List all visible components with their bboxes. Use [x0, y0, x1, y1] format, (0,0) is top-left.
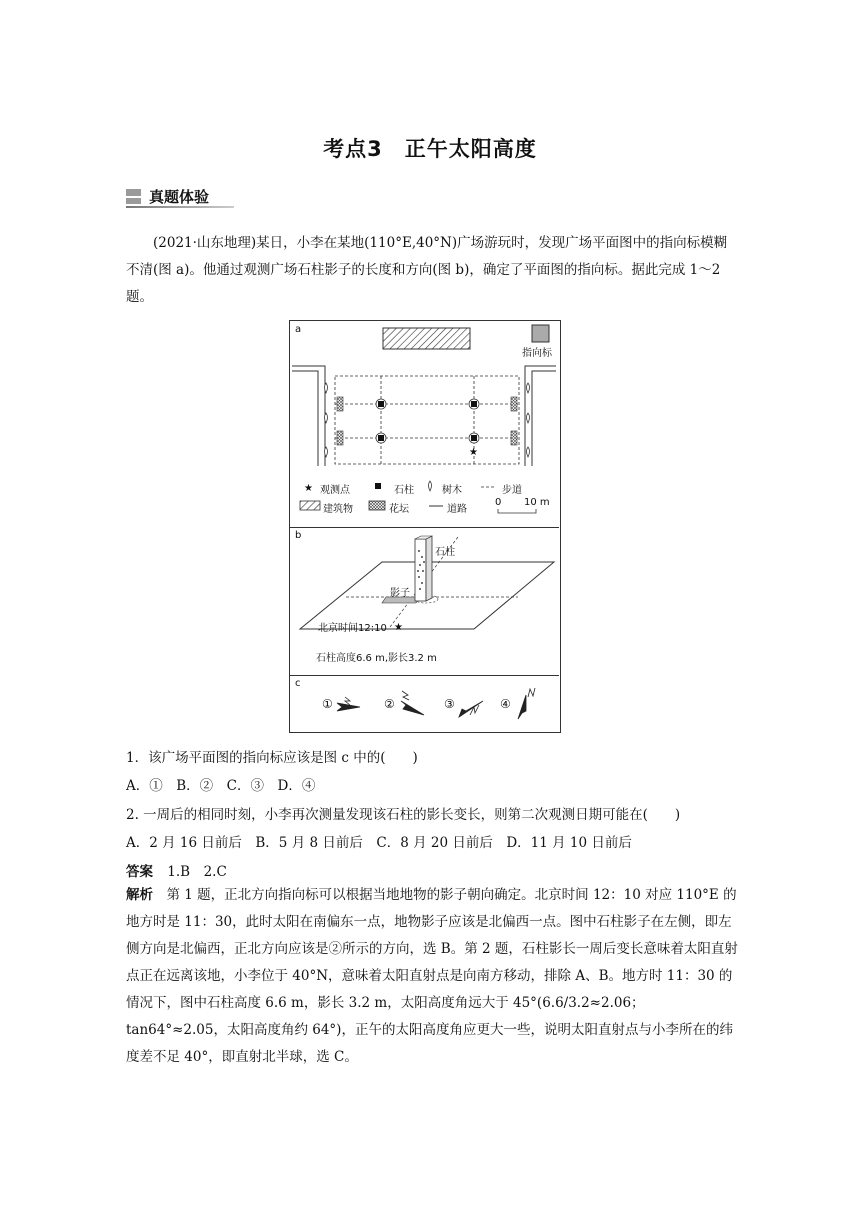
compass-box — [532, 325, 549, 342]
intro-paragraph: (2021·山东地理)某日，小李在某地(110°E,40°N)广场游玩时，发现广场平面图中的指向标模糊不清(图 a)。他通过观测广场石柱影子的长度和方向(图 b)，确定了平面图的指向标。据此完成 1～2 题。 — [126, 235, 728, 305]
compass-arrow-1-icon — [337, 697, 360, 711]
section-underline — [126, 206, 234, 208]
answer-value: 1.B 2.C — [167, 864, 227, 880]
compass-label: 指向标 — [522, 348, 552, 359]
option-3-label: ③ — [444, 697, 455, 711]
observer-star-icon: ★ — [394, 622, 403, 633]
legend-tree: 树木 — [442, 485, 462, 496]
question-2: 2. 一周后的相同时刻，小李再次测量发现该石柱的影长变长，则第二次观测日期可能在( ) — [126, 807, 681, 823]
compass-arrow-2-icon — [401, 691, 424, 715]
legend-flowerbed: 花坛 — [389, 504, 409, 515]
panel-b-letter: b — [295, 530, 302, 541]
analysis-label: 解析 — [126, 887, 153, 903]
pillar-markers — [376, 399, 479, 443]
figure — [289, 320, 561, 733]
compass-arrow-3-icon — [459, 701, 483, 717]
scale-zero: 0 — [495, 497, 502, 508]
analysis-text: 第 1 题，正北方向指向标可以根据当地地物的影子朝向确定。北京时间 12：10 对应 110°E 的地方时是 11：30，此时太阳在南偏东一点，地物影子应该是北偏西一点。图中石柱影子在左侧，即左侧方向是北偏西，正北方向应该是②所示的方向，选 B。第 2 题，石柱影长一周后变长意味着太阳直射点正在远离该地，小李位于 40°N，意味着太阳直射点是向南方移动，排除 A、B。地方时 11：30 的情况下，图中石柱高度 6.6 m，影长 3.2 m，太阳高度角远大于 45°(6.6/3.2≈2.06；tan64°≈2.05，太阳高度角约 64°)，正午的太阳高度角应更大一些，说明太阳直射点与小李所在的纬度差不足 40°，即直射北半球，选 C。 — [126, 887, 738, 1065]
panel-a-letter: a — [295, 324, 302, 335]
observation-star-icon: ★ — [469, 447, 478, 458]
legend-observation: 观测点 — [320, 485, 350, 496]
shadow-label: 影子 — [390, 588, 410, 599]
legend-building: 建筑物 — [323, 504, 353, 515]
question-2-options: A．2 月 16 日前后 B．5 月 8 日前后 C．8 月 20 日前后 D．11 月 10 日前后 — [126, 835, 632, 851]
option-4-label: ④ — [500, 697, 511, 711]
time-label: 北京时间12:10 — [318, 623, 387, 634]
figure-panel-c — [290, 675, 559, 731]
section-header — [126, 186, 236, 208]
pillar-shape — [415, 539, 426, 601]
pillar-label: 石柱 — [435, 547, 455, 558]
section-label: 真题体验 — [149, 188, 210, 206]
answer-label: 答案 — [126, 864, 153, 880]
svg-text:★: ★ — [304, 483, 313, 494]
scale-end: 10 m — [524, 497, 550, 508]
compass-arrow-4-icon — [518, 688, 535, 719]
legend-pillar: 石柱 — [394, 485, 414, 496]
legend-road: 道路 — [447, 504, 467, 515]
path-outline — [335, 376, 519, 464]
figure-panel-a — [290, 321, 559, 528]
legend-path: 步道 — [502, 485, 522, 496]
pillar-caption: 石柱高度6.6 m,影长3.2 m — [316, 653, 437, 664]
option-2-label: ② — [384, 697, 395, 711]
question-1: 1．该广场平面图的指向标应该是图 c 中的( ) — [126, 750, 418, 766]
plan-map — [290, 321, 559, 527]
panel-c-letter: c — [295, 678, 301, 689]
question-1-options: A．① B．② C．③ D．④ — [126, 778, 316, 794]
figure-panel-b — [290, 527, 559, 676]
analysis-paragraph — [126, 882, 738, 1071]
page-title: 考点3 正午太阳高度 — [323, 137, 537, 161]
answer-row — [126, 860, 746, 880]
tree-icons — [325, 383, 530, 457]
option-1-label: ① — [322, 697, 333, 711]
building — [383, 328, 470, 349]
section-bar-icon — [126, 189, 141, 204]
compass-options — [290, 675, 559, 731]
